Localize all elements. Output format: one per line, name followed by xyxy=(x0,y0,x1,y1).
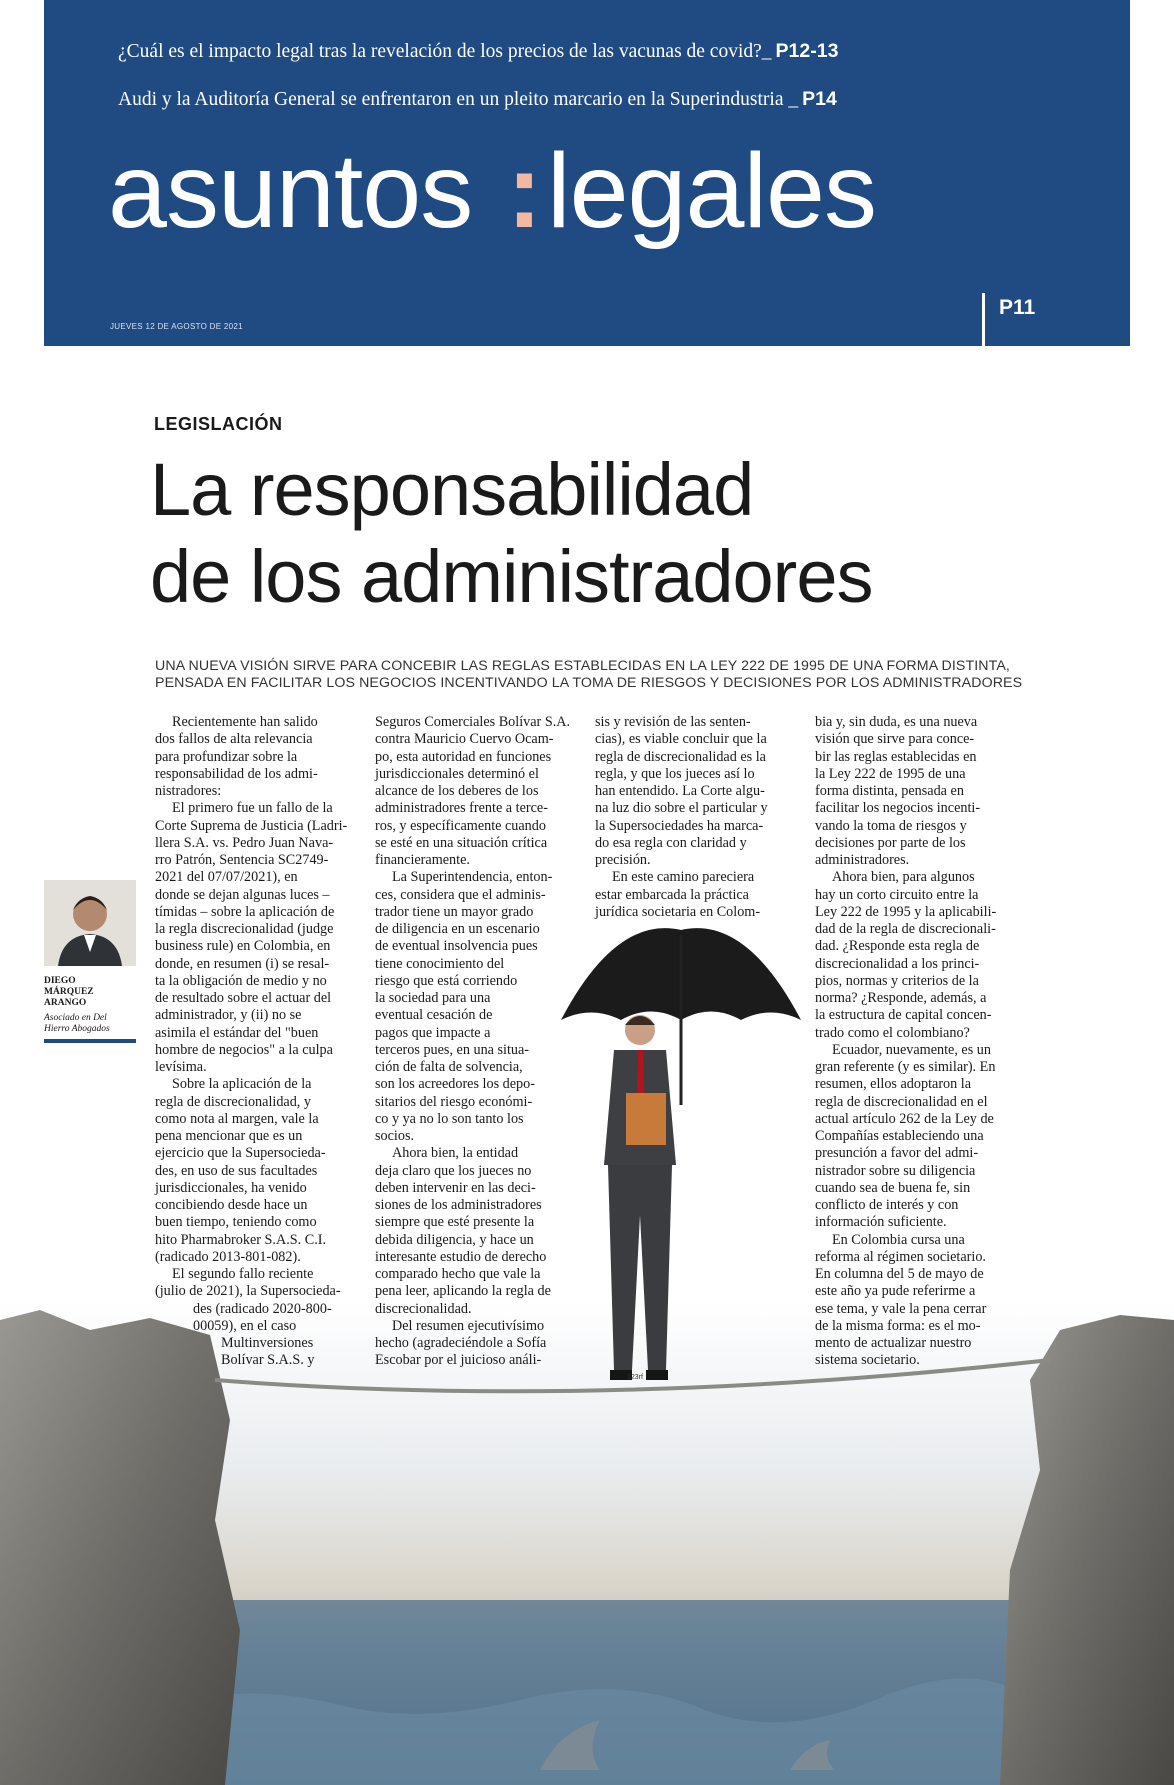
body-text-line: levísima. xyxy=(155,1059,207,1075)
body-text-line: para profundizar sobre la xyxy=(155,748,298,765)
author-rule xyxy=(44,1039,136,1043)
body-text-line: interesante estudio de derecho xyxy=(375,1248,547,1265)
body-text-line: la Supersociedades ha marca- xyxy=(595,817,764,834)
body-text-line: ta la obligación de medio y no xyxy=(155,972,327,989)
body-text-line: pios, normas y criterios de la xyxy=(815,972,979,989)
body-text-line: jurisdiccionales, ha venido xyxy=(155,1179,307,1196)
body-column-4 xyxy=(815,714,996,1370)
body-text-line: Ecuador, nuevamente, es un xyxy=(832,1041,991,1058)
body-column-1 xyxy=(155,714,347,1370)
body-text-line: ros, y específicamente cuando xyxy=(375,817,546,834)
body-text-line: presunción a favor del admi- xyxy=(815,1145,979,1162)
body-text-line: actual artículo 262 de la Ley de xyxy=(815,1110,994,1127)
body-text-line: estar embarcada la práctica xyxy=(595,886,749,903)
body-text-line: pagos que impacte a xyxy=(375,1024,491,1041)
page-number-box xyxy=(982,293,1133,346)
body-text-line: concibiendo desde hace un xyxy=(155,1197,308,1213)
body-column-3 xyxy=(595,714,768,921)
body-text-line: El primero fue un fallo de la xyxy=(172,800,333,817)
body-text-line: resumen, ellos adoptaron la xyxy=(815,1076,972,1093)
body-text-line: contra Mauricio Cuervo Ocam- xyxy=(375,731,554,748)
body-text-line: llera S.A. vs. Pedro Juan Nava- xyxy=(155,834,334,851)
body-text-line: jurisdiccionales determinó el xyxy=(375,765,539,782)
body-text-line: norma? ¿Responde, además, a xyxy=(815,990,987,1006)
body-text-line: cias), es viable concluir que la xyxy=(595,731,767,748)
body-text-line: Sobre la aplicación de la xyxy=(172,1076,312,1093)
body-text-line: na luz dio sobre el particular y xyxy=(595,800,768,817)
body-text-line: pena mencionar que es un xyxy=(155,1128,303,1144)
body-text-line: bia y, sin duda, es una nueva xyxy=(815,714,978,730)
body-text-line: sis y revisión de las senten- xyxy=(595,714,751,730)
body-text-line: 2021 del 07/07/2021), en xyxy=(155,869,298,886)
body-text-line: financieramente. xyxy=(375,852,470,868)
body-text-line: regla de discrecionalidad, y xyxy=(155,1093,311,1110)
body-text-line: El segundo fallo reciente xyxy=(172,1266,314,1282)
teaser-audi-dispute[interactable]: Audi y la Auditoría General se enfrentaron en un pleito marcario en la Superindustria _ P14 xyxy=(118,88,837,110)
body-text-line: Del resumen ejecutivísimo xyxy=(392,1317,545,1334)
teaser-vaccine-prices[interactable]: ¿Cuál es el impacto legal tras la revelación de los precios de las vacunas de covid?_ P12-13 xyxy=(118,40,839,62)
body-text-line: de eventual insolvencia pues xyxy=(375,938,538,955)
body-text-line: cuando sea de buena fe, sin xyxy=(815,1179,971,1196)
body-text-line: hecho (agradeciéndole a Sofía xyxy=(375,1335,547,1351)
body-text-line: reforma al régimen societario. xyxy=(815,1248,986,1265)
body-text-line: Compañías estableciendo una xyxy=(815,1128,984,1144)
body-text-line: tímidas – sobre la aplicación de xyxy=(155,903,335,920)
body-text-line: ejercicio que la Supersocieda- xyxy=(155,1145,326,1162)
body-text-line: terceros pues, en una situa- xyxy=(375,1041,530,1058)
body-text-line: dad de la regla de discrecionali- xyxy=(815,921,996,937)
body-text-line: Ley 222 de 1995 y la aplicabili- xyxy=(815,903,997,920)
body-text-line: des (radicado 2020-800- xyxy=(193,1300,332,1317)
body-text-line: pena leer, aplicando la regla de xyxy=(375,1283,551,1300)
body-text-line: han entendido. La Corte algu- xyxy=(595,783,765,799)
body-text-line: Multinversiones xyxy=(221,1335,314,1351)
body-text-line: nistradores: xyxy=(155,783,222,799)
folder xyxy=(626,1093,666,1145)
body-text-line: nistrador sobre su diligencia xyxy=(815,1162,976,1179)
body-text-line: visión que sirve para conce- xyxy=(815,731,975,748)
body-text-line: comparado hecho que vale la xyxy=(375,1266,541,1282)
body-text-line: siempre que esté presente la xyxy=(375,1214,535,1231)
body-text-line: son los acreedores los depo- xyxy=(375,1076,535,1093)
body-text-line: En Colombia cursa una xyxy=(832,1231,965,1248)
body-text-line: tiene conocimiento del xyxy=(375,955,505,972)
body-text-line: de la misma forma: es el mo- xyxy=(815,1317,981,1334)
body-text-line: Recientemente han salido xyxy=(172,714,318,730)
deck-subtitle: UNA NUEVA VISIÓN SIRVE PARA CONCEBIR LAS REGLAS ESTABLECIDAS EN LA LEY 222 DE 1995 DE UNA FORMA DISTINTA, PENSADA EN FACILITAR LOS NEGOCIOS INCENTIVANDO LA TOMA DE RIESGOS Y DECISIONES POR LOS ADMINISTRADORES xyxy=(155,658,1023,691)
body-text-line: bir las reglas establecidas en xyxy=(815,748,977,765)
section-label: LEGISLACIÓN xyxy=(154,414,283,434)
body-column-2 xyxy=(375,714,570,1370)
author-box xyxy=(44,880,136,1043)
body-text-line: donde se dejan algunas luces – xyxy=(155,886,330,903)
body-text-line: dad. ¿Responde esta regla de xyxy=(815,938,980,955)
body-text-line: Seguros Comerciales Bolívar S.A. xyxy=(375,714,571,730)
page-number: P11 xyxy=(999,296,1036,319)
hair xyxy=(625,1016,655,1025)
body-text-line: responsabilidad de los admi- xyxy=(155,765,318,782)
body-text-line: regla de discrecionalidad es la xyxy=(595,748,766,765)
body-text-line: regla de discrecionalidad en el xyxy=(815,1093,988,1110)
trousers xyxy=(608,1165,672,1370)
body-text-line: hito Pharmabroker S.A.S. C.I. xyxy=(155,1231,327,1248)
body-text-line: hay un corto circuito entre la xyxy=(815,886,979,903)
headline: La responsabilidad de los administradores xyxy=(150,448,873,618)
body-text-line: mento de actualizar nuestro xyxy=(815,1335,972,1351)
body-text-line: regla, y que los jueces así lo xyxy=(595,765,755,782)
body-text-line: asimila el estándar del "buen xyxy=(155,1024,319,1041)
body-text-line: co y ya no lo son tanto los xyxy=(375,1110,524,1127)
body-text-line: administradores frente a terce- xyxy=(375,800,548,817)
body-text-line: administradores. xyxy=(815,852,910,868)
body-text-line: des, en uso de sus facultades xyxy=(155,1162,318,1179)
body-text-line: riesgo que está corriendo xyxy=(375,972,518,989)
body-text-line: la regla discrecionalidad (judge xyxy=(155,921,334,937)
body-text-line: 00059), en el caso xyxy=(193,1317,297,1334)
body-text-line: do esa regla con claridad y xyxy=(595,834,747,851)
body-text-line: Ahora bien, la entidad xyxy=(392,1145,519,1162)
body-text-line: decisiones por parte de los xyxy=(815,834,966,851)
body-text-line: rro Patrón, Sentencia SC2749- xyxy=(155,852,329,868)
body-text-line: Ahora bien, para algunos xyxy=(832,869,975,886)
body-text-line: ces, considera que el adminis- xyxy=(375,886,546,903)
body-text-line: vando la toma de riesgos y xyxy=(815,817,967,834)
body-text-line: información suficiente. xyxy=(815,1214,947,1231)
author-photo xyxy=(44,880,136,966)
body-text-line: Escobar por el juicioso análi- xyxy=(375,1352,542,1369)
body-text-line: deja claro que los jueces no xyxy=(375,1162,532,1179)
body-text-line: En columna del 5 de mayo de xyxy=(815,1266,984,1282)
body-text-line: Bolívar S.A.S. y xyxy=(221,1352,315,1369)
body-text-line: deben intervenir en las deci- xyxy=(375,1179,536,1196)
businessman-with-umbrella-image xyxy=(556,925,806,1420)
body-text-line: forma distinta, pensada en xyxy=(815,783,964,799)
body-text-line: (julio de 2021), la Supersocieda- xyxy=(155,1283,341,1300)
body-text-line: donde, en resumen (i) se resal- xyxy=(155,955,330,972)
body-text-line: Corte Suprema de Justicia (Ladri- xyxy=(155,817,348,834)
body-text-line: de diligencia en un escenario xyxy=(375,921,540,937)
body-text-line: En este camino pareciera xyxy=(612,869,755,886)
body-text-line: ese tema, y vale la pena cerrar xyxy=(815,1300,987,1317)
left-cliff xyxy=(0,1310,240,1785)
body-text-line: La Superintendencia, enton- xyxy=(392,869,553,886)
body-text-line: dos fallos de alta relevancia xyxy=(155,731,313,748)
teaser-page-ref: P12-13 xyxy=(775,40,839,62)
body-text-line: se esté en una situación crítica xyxy=(375,834,548,851)
body-text-line: gran referente (y es similar). En xyxy=(815,1059,996,1075)
body-text-line: administrador, y (ii) no se xyxy=(155,1007,302,1024)
body-text-line: la estructura de capital concen- xyxy=(815,1007,992,1024)
body-text-line: socios. xyxy=(375,1128,415,1144)
body-text-line: facilitar los negocios incenti- xyxy=(815,800,981,817)
body-text-line: este año ya pude referirme a xyxy=(815,1283,976,1300)
body-text-line: trador tiene un mayor grado xyxy=(375,903,534,920)
body-text-line: business rule) en Colombia, en xyxy=(155,938,331,955)
body-text-line: discrecionalidad a los princi- xyxy=(815,955,980,972)
right-shoe xyxy=(646,1370,668,1380)
author-name: DIEGO MÁRQUEZ ARANGO xyxy=(44,976,94,1008)
teaser-page-ref: P14 xyxy=(802,88,837,110)
body-text-line: trado como el colombiano? xyxy=(815,1024,970,1041)
body-text-line: sitarios del riesgo económi- xyxy=(375,1093,533,1110)
body-text-line: ción de falta de solvencia, xyxy=(375,1059,523,1075)
body-text-line: precisión. xyxy=(595,852,651,868)
body-text-line: debida diligencia, y hace un xyxy=(375,1231,534,1248)
body-text-line: como nota al margen, vale la xyxy=(155,1110,319,1127)
body-text-line: buen tiempo, teniendo como xyxy=(155,1214,317,1231)
body-text-line: siones de los administradores xyxy=(375,1197,542,1213)
body-text-line: alcance de los deberes de los xyxy=(375,783,539,799)
body-text-line: discrecionalidad. xyxy=(375,1300,472,1317)
body-text-line: conflicto de interés y con xyxy=(815,1197,959,1213)
body-text-line: hombre de negocios" a la culpa xyxy=(155,1041,333,1058)
body-text-line: sistema societario. xyxy=(815,1352,920,1369)
body-text-line: de resultado sobre el actuar del xyxy=(155,990,332,1006)
issue-date: JUEVES 12 DE AGOSTO DE 2021 xyxy=(110,322,243,331)
body-text-line: eventual cesación de xyxy=(375,1007,493,1024)
author-role: Asociado en Del Hierro Abogados xyxy=(44,1013,110,1034)
body-text-line: (radicado 2013-801-082). xyxy=(155,1248,301,1265)
body-text-line: la sociedad para una xyxy=(375,990,491,1006)
masthead-logo: asuntos :legales xyxy=(108,132,876,250)
body-text-line: la Ley 222 de 1995 de una xyxy=(815,765,966,782)
photo-credit: 123rf xyxy=(627,1374,643,1381)
body-text-line: po, esta autoridad en funciones xyxy=(375,748,552,765)
body-text-line: jurídica societaria en Colom- xyxy=(595,903,761,920)
